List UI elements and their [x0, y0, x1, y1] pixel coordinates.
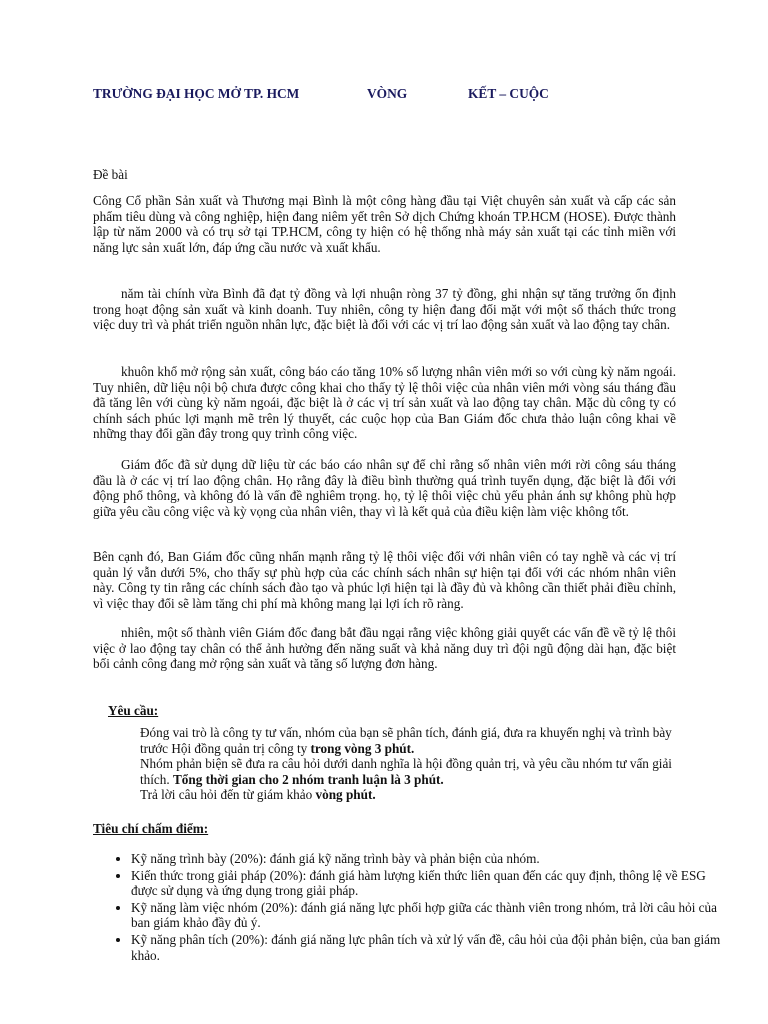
requirement-3-text: Trả lời câu hỏi đến từ giám khảo [140, 787, 316, 803]
requirement-2 [140, 756, 680, 787]
problem-heading: Đề bài [93, 167, 128, 182]
round-label: VÒNG [367, 86, 408, 101]
problem-paragraph-1: Công Cổ phần Sản xuất và Thương mại Bình là một công hàng đầu tại Việt chuyên sản xuất và cấp các sản phẩm tiêu dùng và công nghiệp, hiện đang niêm yết trên Sở dịch Chứng khoán TP.HCM (HOSE). Được thành lập từ năm 2000 và có trụ sở tại TP.HCM, công ty hiện có hệ thống nhà máy sản xuất tại các tỉnh miền với năng lực sản xuất lớn, đáp ứng cầu nước và xuất khẩu. [93, 193, 676, 255]
school-name: TRƯỜNG ĐẠI HỌC MỞ TP. HCM [93, 86, 300, 101]
problem-paragraph-3: khuôn khổ mở rộng sản xuất, công báo cáo tăng 10% số lượng nhân viên mới so với cùng kỳ năm ngoái. Tuy nhiên, dữ liệu nội bộ chưa được công khai cho thấy tỷ lệ thôi việc của nhân viên mới vòng sáu tháng đầu đã tăng lên với cùng kỳ năm ngoái, đặc biệt là ở các vị trí sản xuất và lao động tay chân. Mặc dù công ty có chính sách phúc lợi mạnh mẽ trên lý thuyết, các cuộc họp của Ban Giám đốc chưa thảo luận công khai về những thay đổi gần đây trong quy trình công việc. [93, 364, 676, 442]
requirement-3 [140, 787, 680, 803]
criteria-heading [93, 821, 676, 837]
criteria-item: • Kỹ năng phân tích (20%): đánh giá năng lực phân tích và xử lý vấn đề, câu hỏi của đội phản biện, của ban giám khảo. [131, 932, 721, 963]
requirement-2-bold: Tổng thời gian cho 2 nhóm tranh luận là 3 phút. [172, 771, 444, 787]
requirement-1-text: Đóng vai trò là công ty tư vấn, nhóm của bạn sẽ phân tích, đánh giá, đưa ra khuyến nghị và trình bày trước Hội đồng quản trị công ty [140, 725, 672, 756]
requirement-1 [140, 725, 680, 756]
requirement-1-bold: trong vòng 3 phút. [310, 740, 415, 756]
requirement-2-text: Nhóm phản biện sẽ đưa ra câu hỏi dưới danh nghĩa là hội đồng quản trị, và yêu cầu nhóm tư vấn giải thích. [140, 756, 672, 787]
requirements-heading [108, 703, 691, 719]
criteria-item: • Kiến thức trong giải pháp (20%): đánh giá hàm lượng kiến thức liên quan đến các quy định, thông lệ về ESG được sử dụng và ứng dụng trong giải pháp. [131, 868, 721, 899]
problem-paragraph-6: nhiên, một số thành viên Giám đốc đang bắt đầu ngại rằng việc không giải quyết các vấn đề về tỷ lệ thôi việc ở lao động tay chân có thể ảnh hưởng đến năng suất và khả năng duy trì đội ngũ động dài hạn, đặc biệt bối cảnh công đang mở rộng sản xuất và tăng số lượng đơn hàng. [93, 625, 676, 672]
requirements-heading-text: Yêu cầu: [108, 703, 159, 718]
requirement-3-bold: vòng phút. [315, 787, 376, 803]
criteria-item: • Kỹ năng trình bày (20%): đánh giá kỹ năng trình bày và phản biện của nhóm. [131, 851, 721, 867]
result-label: KẾT – CUỘC [468, 86, 549, 101]
requirements-list [140, 725, 680, 803]
problem-paragraph-4: Giám đốc đã sử dụng dữ liệu từ các báo cáo nhân sự để chỉ rằng số nhân viên mới rời công sáu tháng đầu là ở các vị trí lao động chân. Họ rằng đây là điều bình thường quá trình tuyển dụng, đặc biệt là đối với động phổ thông, và không đó là vấn đề nghiêm trọng. họ, tỷ lệ thôi việc chủ yếu phản ánh sự không phù hợp giữa yêu cầu công việc và kỳ vọng của nhân viên, thay vì là kết quả của điều kiện làm việc không tốt. [93, 457, 676, 519]
problem-paragraph-5: Bên cạnh đó, Ban Giám đốc cũng nhấn mạnh rằng tỷ lệ thôi việc đối với nhân viên có tay nghề và các vị trí quản lý vẫn dưới 5%, cho thấy sự phù hợp của các chính sách nhân sự hiện tại đối với các nhóm nhân viên này. Công ty tin rằng các chính sách đào tạo và phúc lợi hiện tại là đầy đủ và không cần thiết phải điều chỉnh, vì việc thay đổi sẽ làm tăng chi phí mà không mang lại lợi ích rõ ràng. [93, 549, 676, 611]
criteria-item: • Kỹ năng làm việc nhóm (20%): đánh giá năng lực phối hợp giữa các thành viên trong nhóm, trả lời câu hỏi của ban giám khảo đầy đủ ý. [131, 900, 721, 931]
problem-paragraph-2: năm tài chính vừa Bình đã đạt tỷ đồng và lợi nhuận ròng 37 tỷ đồng, ghi nhận sự tăng trưởng ổn định trong hoạt động sản xuất và kinh doanh. Tuy nhiên, công ty hiện đang đối mặt với một số thách thức trong việc duy trì và phát triển nguồn nhân lực, đặc biệt là đối với các vị trí lao động sản xuất và lao động tay chân. [93, 286, 676, 333]
criteria-heading-text: Tiêu chí chấm điểm: [93, 821, 209, 836]
criteria-list [93, 851, 721, 964]
